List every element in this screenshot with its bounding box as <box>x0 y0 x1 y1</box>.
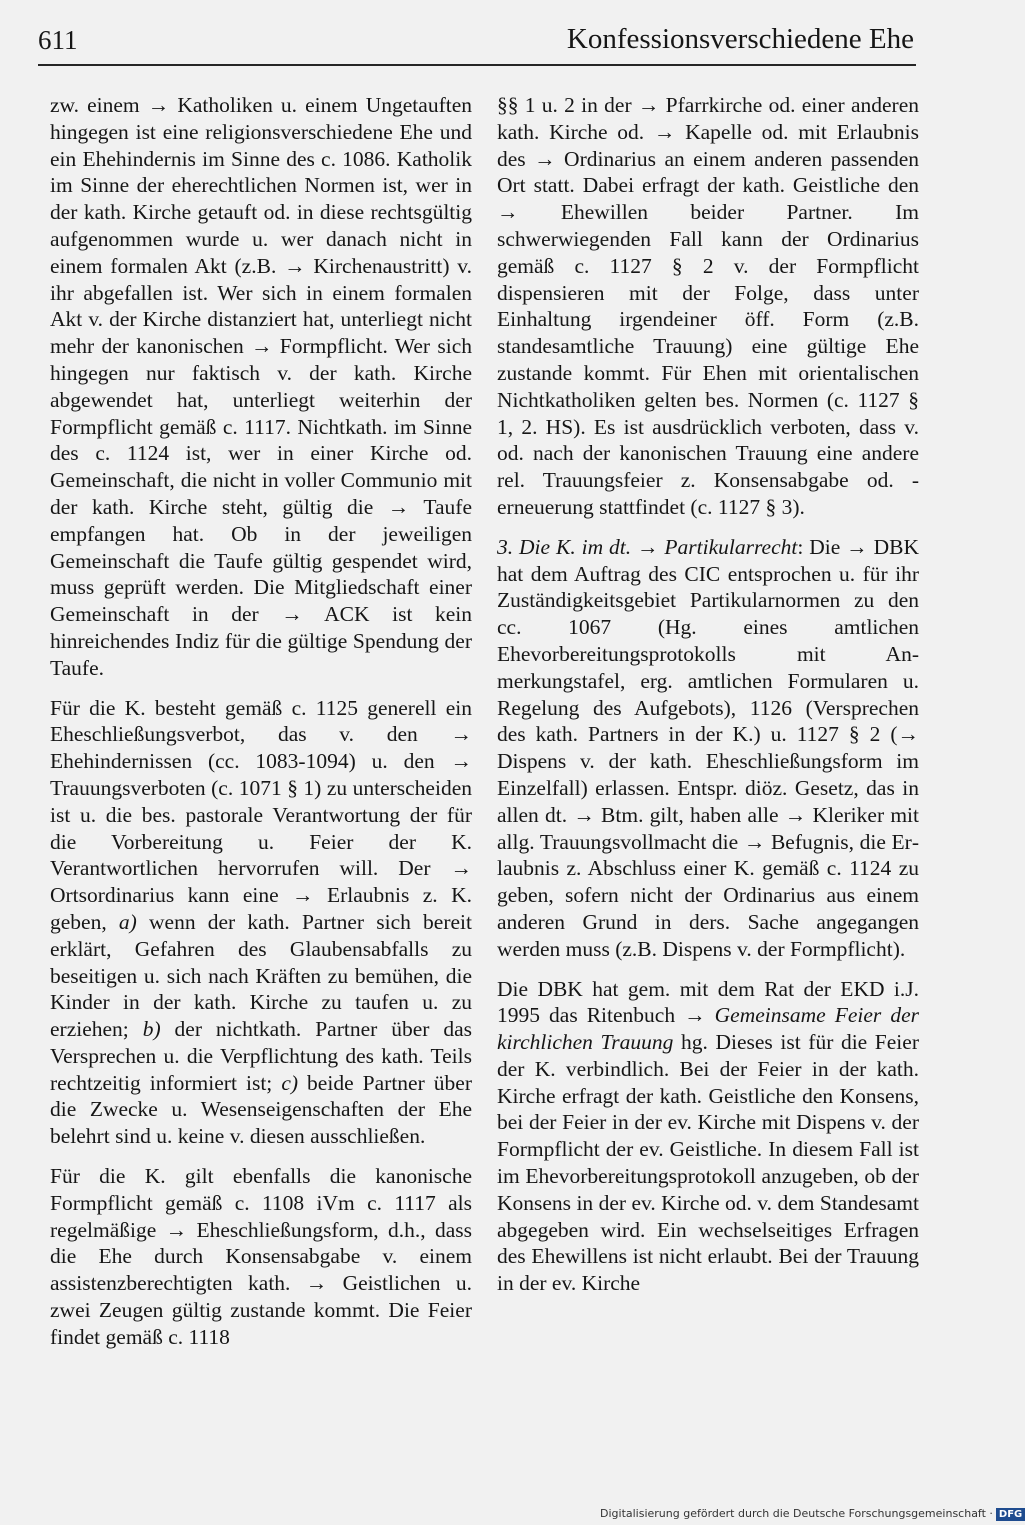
left-paragraph-3: Für die K. gilt ebenfalls die kanonische Formpflicht gemäß c. 1108 iVm c. 1117 als regelmäßige → Eheschließungsform, d.h., dass die Ehe durch Konsensabgabe v. einem assistenzberechtigten kath. → Geistlichen u. zwei Zeugen gültig zustande kommt. Die Feier findet gemäß c. 1118 <box>50 1164 472 1349</box>
header-rule <box>38 64 916 66</box>
right-column <box>497 92 919 1310</box>
left-paragraph-2: Für die K. besteht gemäß c. 1125 generell ein Eheschließungsverbot, das v. den → Ehehindernissen (cc. 1083-1094) u. den → Trauungsverboten (c. 1071 § 1) zu unterscheiden ist u. die bes. pastorale Verantwortung der für die Vorbereitung u. Feier der K. Verantwortlichen hervorrufen will. Der → Ortsordinarius kann eine → Erlaubnis z. K. geben, a) wenn der kath. Partner sich bereit erklärt, Gefahren des Glaubensabfalls zu beseitigen u. sich nach Kräften zu bemühen, die Kinder in der kath. Kirche zu taufen u. zu erziehen; b) der nichtkath. Partner über das Versprechen u. die Verpflichtung des kath. Teils rechtzeitig informiert ist; c) beide Partner über die Zwecke u. Wesenseigenschaften der Ehe belehrt sind u. keine v. diesen ausschließen. <box>50 695 473 1149</box>
dfg-logo: DFG <box>996 1508 1025 1521</box>
credit-text: Digitalisierung gefördert durch die Deutsche Forschungsgemeinschaft · <box>600 1507 993 1520</box>
left-column <box>50 92 472 1364</box>
right-paragraph-1: §§ 1 u. 2 in der → Pfarrkirche od. einer anderen kath. Kirche od. → Kapelle od. mit Erlaubnis des → Ordinarius an einem anderen passenden Ort statt. Dabei erfragt der kath. Geistliche den → Ehewillen beider Partner. Im schwerwiegenden Fall kann der Ordinarius gemäß c. 1127 § 2 v. der Formpflicht dispensieren mit der Folge, dass unter Einhaltung irgendeiner öff. Form (z.B. standesamtliche Trauung) eine gültige Ehe zustande kommt. Für Ehen mit orientalischen Nichtkatholiken gelten bes. Normen (c. 1127 § 1, 2. HS). Es ist ausdrücklich verboten, dass v. od. nach der kanonischen Trauung eine andere rel. Trauungsfeier z. Konsensabgabe od. -erneuerung stattfindet (c. 1127 § 3). <box>497 93 919 519</box>
right-paragraph-2: 3. Die K. im dt. → Partikularrecht: Die → DBK hat dem Auftrag des CIC entsprochen u. für ihr Zuständigkeitsgebiet Partikularnormen zu den cc. 1067 (Hg. eines amtlichen Ehevorbereitungsprotokolls mit Anmerkungstafel, erg. amtlichen Formularen u. Regelung des Aufgebots), 1126 (Versprechen des kath. Partners in der K.) u. 1127 § 2 (→ Dispens v. der kath. Eheschließungsform im Einzelfall) erlassen. Entspr. diöz. Gesetz, das in allen dt. → Btm. gilt, haben alle → Kleriker mit allg. Trauungsvollmacht die → Befugnis, die Erlaubnis z. Abschluss einer K. gemäß c. 1124 zu geben, sofern nicht der Ordinarius aus einem anderen Grund in ders. Sache angegangen werden muss (z.B. Dispens v. der Formpflicht). <box>497 534 919 961</box>
running-header: Konfessionsverschiedene Ehe <box>566 23 914 55</box>
digitization-credit <box>600 1507 1025 1521</box>
page-number: 611 <box>38 25 78 55</box>
right-paragraph-3: Die DBK hat gem. mit dem Rat der EKD i.J. 1995 das Ritenbuch → Gemeinsame Feier der kirchlichen Trauung hg. Dieses ist für die Feier der K. verbindlich. Bei der Feier in der kath. Kirche erfragt der kath. Geistliche den Konsens, bei der Feier in der ev. Kirche mit Dispens v. der Formpflicht der ev. Geistliche. In diesem Fall ist im Ehevorbereitungsprotokoll anzugeben, ob der Konsens in der ev. Kirche od. v. dem Standesamt abgegeben wird. Ein wechselseitiges Erfragen des Ehewillens ist nicht erlaubt. Bei der Trauung in der ev. Kirche <box>497 976 919 1296</box>
left-paragraph-1: zw. einem → Katholiken u. einem Ungetauften hingegen ist eine religionsverschiedene Ehe und ein Ehehindernis im Sinne des c. 1086. Katholik im Sinne der eherechtlichen Normen ist, wer in der kath. Kirche getauft od. in diese rechtsgültig aufgenommen wurde u. wer danach nicht in einem formalen Akt (z.B. → Kirchenaustritt) v. ihr abgefallen ist. Wer sich in einem formalen Akt v. der Kirche distanziert hat, unterliegt nicht mehr der kanonischen → Formpflicht. Wer sich hingegen nur faktisch v. der kath. Kirche abgewendet hat, unterliegt weiterhin der Formpflicht gemäß c. 1117. Nichtkath. im Sinne des c. 1124 ist, wer in einer Kirche od. Gemeinschaft, die nicht in voller Communio mit der kath. Kirche steht, gültig die → Taufe empfangen hat. Ob in der jeweiligen Gemeinschaft die Taufe gültig gespendet wird, muss geprüft werden. Die Mitgliedschaft einer Gemeinschaft in der → ACK ist kein hinreichendes Indiz für die gültige Spendung der Taufe. <box>50 93 472 680</box>
